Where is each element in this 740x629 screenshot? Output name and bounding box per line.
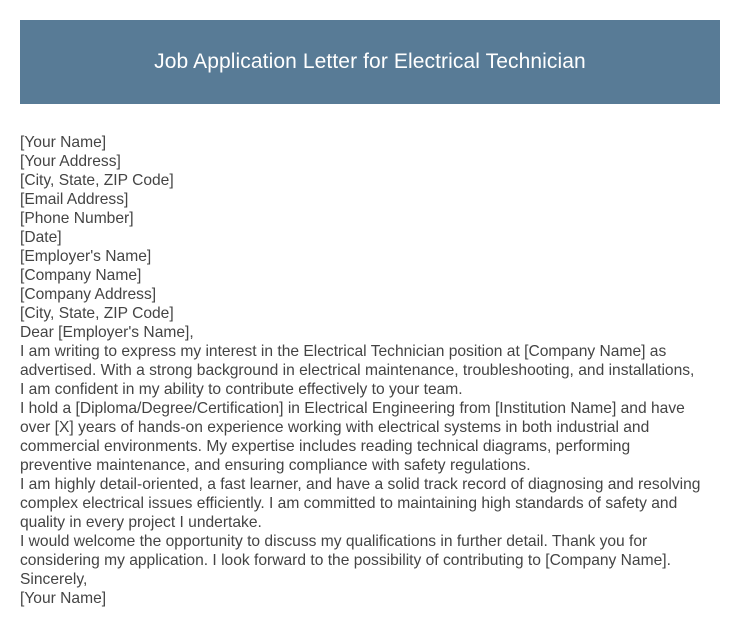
paragraph-intro-line: I am confident in my ability to contribute effectively to your team. — [20, 381, 463, 398]
title-banner — [20, 20, 720, 104]
paragraph-strengths-line: quality in every project I undertake. — [20, 514, 262, 531]
sender-phone: [Phone Number] — [20, 210, 134, 227]
paragraph-intro-line: I am writing to express my interest in the Electrical Technician position at [Company Name] as — [20, 343, 667, 360]
salutation: Dear [Employer's Name], — [20, 324, 194, 341]
sender-email: [Email Address] — [20, 191, 129, 208]
paragraph-qualifications-line: over [X] years of hands-on experience working with electrical systems in both industrial and — [20, 419, 650, 436]
company-name: [Company Name] — [20, 267, 142, 284]
sender-city-state-zip: [City, State, ZIP Code] — [20, 172, 174, 189]
paragraph-qualifications-line: commercial environments. My expertise includes reading technical diagrams, performing — [20, 438, 631, 455]
signature-name: [Your Name] — [20, 590, 107, 607]
sender-address: [Your Address] — [20, 153, 121, 170]
sign-off: Sincerely, — [20, 571, 88, 588]
paragraph-closing-line: I would welcome the opportunity to discuss my qualifications in further detail. Thank you for — [20, 533, 648, 550]
paragraph-strengths-line: complex electrical issues efficiently. I am committed to maintaining high standards of safety and — [20, 495, 678, 512]
paragraph-strengths-line: I am highly detail-oriented, a fast learner, and have a solid track record of diagnosing and resolving — [20, 476, 701, 493]
company-address: [Company Address] — [20, 286, 157, 303]
company-city-state-zip: [City, State, ZIP Code] — [20, 305, 174, 322]
sender-name: [Your Name] — [20, 134, 107, 151]
paragraph-qualifications-line: preventive maintenance, and ensuring compliance with safety regulations. — [20, 457, 531, 474]
paragraph-qualifications-line: I hold a [Diploma/Degree/Certification] in Electrical Engineering from [Institution Name] and have — [20, 400, 685, 417]
paragraph-closing-line: considering my application. I look forward to the possibility of contributing to [Company Name]. — [20, 552, 671, 569]
letter-date: [Date] — [20, 229, 62, 246]
paragraph-intro-line: advertised. With a strong background in electrical maintenance, troubleshooting, and installations, — [20, 362, 695, 379]
page-title: Job Application Letter for Electrical Technician — [154, 50, 586, 73]
employer-name: [Employer's Name] — [20, 248, 152, 265]
letter-body — [20, 133, 720, 608]
